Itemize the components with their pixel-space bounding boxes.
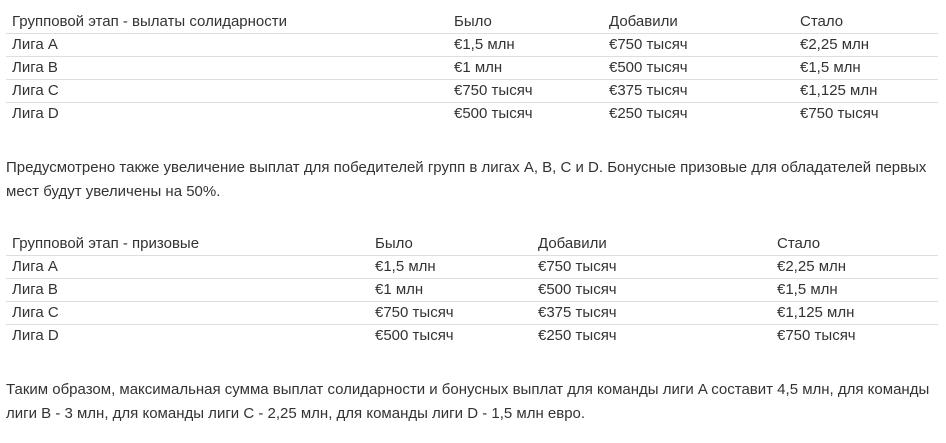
league-cell: Лига C <box>6 302 369 325</box>
added-cell: €250 тысяч <box>538 327 617 344</box>
before-cell: €500 тысяч <box>375 327 454 344</box>
table-header-row <box>6 11 938 34</box>
before-cell: €750 тысяч <box>448 80 603 103</box>
league-cell: Лига B <box>6 57 448 80</box>
league-cell: Лига D <box>12 105 59 122</box>
after-cell: €1,125 млн <box>794 80 938 103</box>
table-row <box>6 302 938 325</box>
prize-money-table <box>6 233 938 347</box>
added-cell: €500 тысяч <box>603 57 794 80</box>
table-row <box>6 57 938 80</box>
bonus-paragraph: Предусмотрено также увеличение выплат для победителей групп в лигах A, B, C и D. Бонусные призовые для обладателей первых мест будут увеличены на 50%. <box>6 159 927 200</box>
before-cell: €1 млн <box>369 279 532 302</box>
added-cell: €250 тысяч <box>609 105 688 122</box>
header-cell: Стало <box>794 11 938 34</box>
league-cell: Лига D <box>12 327 59 344</box>
after-cell: €1,5 млн <box>771 279 938 302</box>
header-cell: Было <box>369 233 532 256</box>
header-cell: Было <box>448 11 603 34</box>
header-cell: Групповой этап - призовые <box>6 233 369 256</box>
summary-paragraph: Таким образом, максимальная сумма выплат солидарности и бонусных выплат для команды лиги A составит 4,5 млн, для команды лиги B - 3 млн, для команды лиги C - 2,25 млн, для команды лиги D - 1,5 млн евро. <box>6 381 930 422</box>
before-cell: €1,5 млн <box>369 256 532 279</box>
added-cell: €375 тысяч <box>532 302 771 325</box>
after-cell: €2,25 млн <box>794 34 938 57</box>
added-cell: €375 тысяч <box>603 80 794 103</box>
added-cell: €750 тысяч <box>532 256 771 279</box>
header-cell: Добавили <box>603 11 794 34</box>
header-cell: Стало <box>771 233 938 256</box>
table-row <box>6 80 938 103</box>
league-cell: Лига A <box>6 34 448 57</box>
league-cell: Лига B <box>6 279 369 302</box>
header-cell: Групповой этап - вылаты солидарности <box>6 11 448 34</box>
after-cell: €1,125 млн <box>771 302 938 325</box>
after-cell: €1,5 млн <box>794 57 938 80</box>
before-cell: €1 млн <box>448 57 603 80</box>
before-cell: €500 тысяч <box>454 105 533 122</box>
after-cell: €2,25 млн <box>771 256 938 279</box>
table-row <box>6 279 938 302</box>
before-cell: €1,5 млн <box>448 34 603 57</box>
league-cell: Лига C <box>6 80 448 103</box>
added-cell: €500 тысяч <box>532 279 771 302</box>
before-cell: €750 тысяч <box>369 302 532 325</box>
league-cell: Лига A <box>6 256 369 279</box>
after-cell: €750 тысяч <box>777 327 856 344</box>
solidarity-payments-table <box>6 11 938 125</box>
header-cell: Добавили <box>532 233 771 256</box>
table-row <box>6 103 938 126</box>
table-header-row <box>6 233 938 256</box>
table-row <box>6 34 938 57</box>
added-cell: €750 тысяч <box>603 34 794 57</box>
table-row <box>6 256 938 279</box>
after-cell: €750 тысяч <box>800 105 879 122</box>
table-row <box>6 325 938 348</box>
